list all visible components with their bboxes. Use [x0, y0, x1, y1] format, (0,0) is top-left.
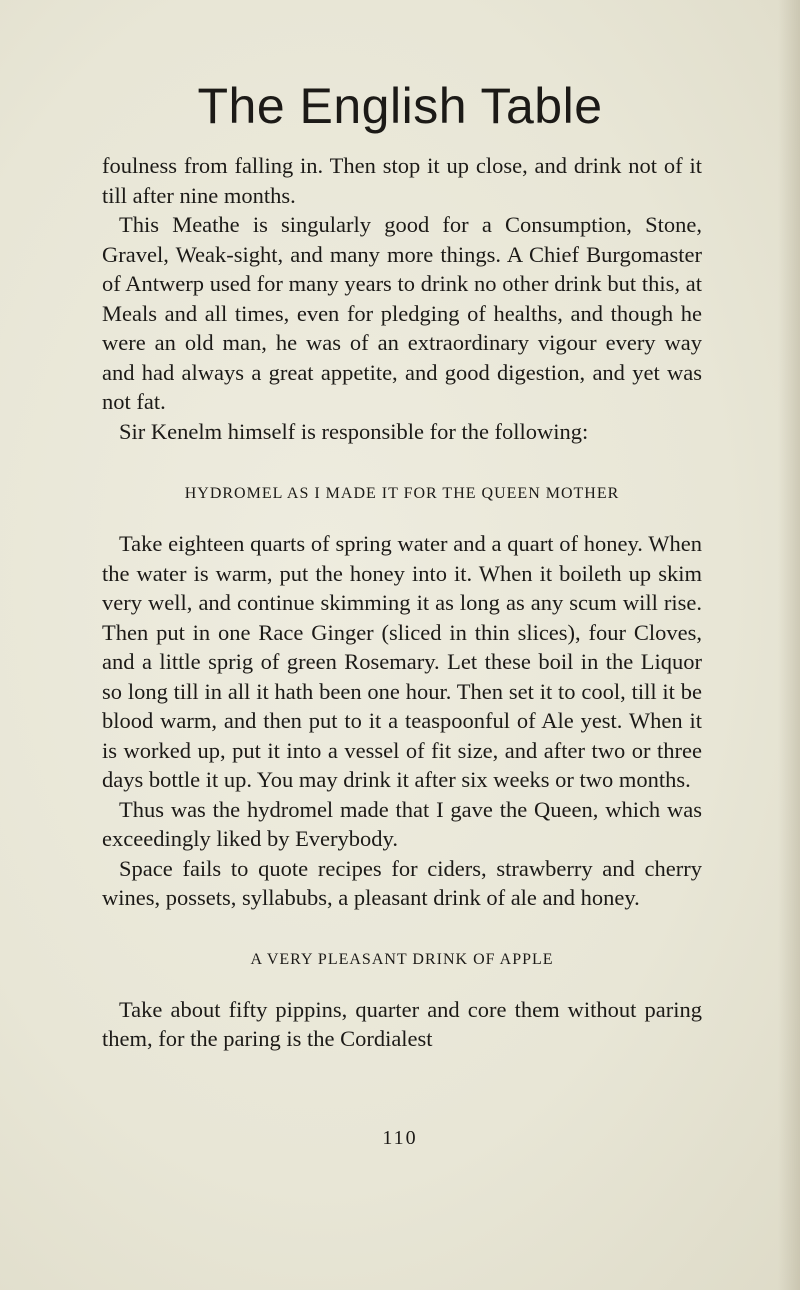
page-edge-shadow	[778, 0, 800, 1290]
page-number: 110	[382, 1127, 418, 1149]
paragraph-meathe-virtues: This Meathe is singularly good for a Consumption, Stone, Gravel, Weak-sight, and many more things. A Chief Burgomaster of Antwerp used for many years to drink no other drink but this, at Meals and all times, even for pledging of healths, and though he were an old man, he was of an extraordinary vigour every way and had always a great appetite, and good digestion, and yet was not fat.	[102, 212, 702, 414]
paragraph-continued: foulness from falling in. Then stop it up close, and drink not of it till after nine months.	[102, 153, 702, 208]
recipe-heading-apple-drink: A VERY PLEASANT DRINK OF APPLE	[250, 950, 554, 968]
paragraph-hydromel-queen: Thus was the hydromel made that I gave the Queen, which was exceedingly liked by Everybody.	[102, 796, 702, 851]
paragraph-space-fails: Space fails to quote recipes for ciders, strawberry and cherry wines, possets, syllabubs, a pleasant drink of ale and honey.	[102, 855, 702, 910]
body-text	[102, 151, 702, 1054]
paragraph-apple-recipe: Take about fifty pippins, quarter and core them without paring them, for the paring is the Cordialest	[102, 996, 702, 1051]
paragraph-sir-kenelm: Sir Kenelm himself is responsible for the following:	[119, 418, 589, 444]
paragraph-hydromel-recipe: Take eighteen quarts of spring water and a quart of honey. When the water is warm, put the honey into it. When it boileth up skim very well, and continue skimming it as long as any scum will rise. Then put in one Race Ginger (sliced in thin slices), four Cloves, and a little sprig of green Rosemary. Let these boil in the Liquor so long till in all it hath been one hour. Then set it to cool, till it be blood warm, and then put to it a teaspoonful of Ale yest. When it is worked up, put it into a vessel of fit size, and after two or three days bottle it up. You may drink it after six weeks or two months.	[102, 531, 702, 792]
running-head: The English Table	[197, 78, 603, 134]
recipe-heading-hydromel: HYDROMEL AS I MADE IT FOR THE QUEEN MOTHER	[184, 485, 620, 502]
